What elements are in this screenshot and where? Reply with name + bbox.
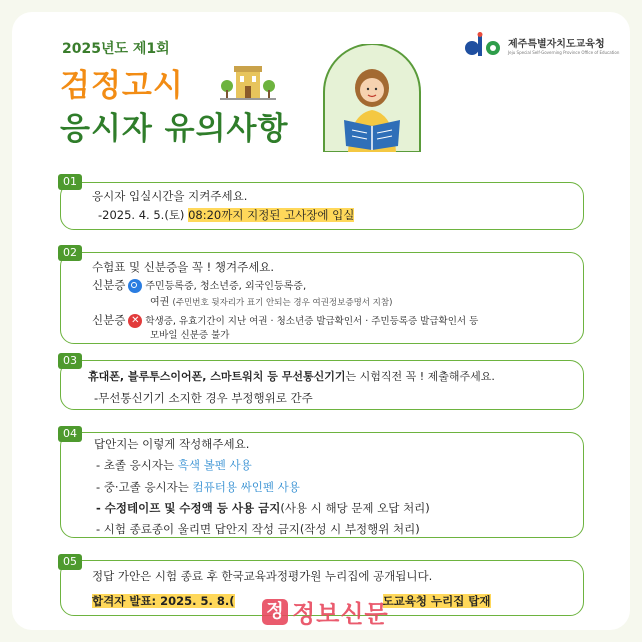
title-exam: 검정고시 <box>60 68 184 104</box>
invalid-id-row <box>92 312 478 328</box>
rule-3-text: (사용 시 해당 문제 오답 처리) <box>280 501 430 515</box>
logo-mark-icon <box>464 32 502 58</box>
entry-time-highlight: 08:20까지 지정된 고사장에 입실 <box>188 208 355 222</box>
section-03-title <box>88 368 495 384</box>
rule-2-text: - 중·고졸 응시자는 <box>96 480 193 494</box>
wireless-devices: 휴대폰, 블루투스이어폰, 스마트워치 등 무선통신기기 <box>88 370 346 383</box>
section-03-detail: -무선통신기기 소지한 경우 부정행위로 간주 <box>94 391 313 405</box>
valid-id-row <box>92 277 306 293</box>
education-office-logo <box>464 32 619 58</box>
exam-round: 2025년도 제1회 <box>62 41 170 57</box>
rule-2-emphasis: 컴퓨터용 싸인펜 사용 <box>192 480 300 494</box>
rule-3-emphasis: - 수정테이프 및 수정액 등 사용 금지 <box>96 501 281 515</box>
section-03-badge: 03 <box>58 353 82 369</box>
entry-date: -2025. 4. 5.(토) <box>98 208 189 222</box>
result-site: 도교육청 누리집 탑재 <box>382 594 491 608</box>
rule-1-text: - 초졸 응시자는 <box>96 458 178 472</box>
valid-id-row-2 <box>150 293 392 308</box>
logo-english: Jeju Special Self-Governing Province Office of Education <box>508 50 620 55</box>
invalid-id-list: 학생증, 유효기간이 지난 여권 · 청소년증 발급확인서 · 주민등록증 발급확인서 등 <box>145 316 479 327</box>
title-notice: 응시자 유의사항 <box>60 111 289 147</box>
answer-rule-2 <box>96 479 300 495</box>
rule-1-emphasis: 흑색 볼펜 사용 <box>177 458 252 472</box>
section-04-badge: 04 <box>58 426 82 442</box>
watermark-mark: 정 <box>262 599 288 625</box>
student-reading-illustration <box>322 44 422 152</box>
submit-instruction: 는 시험직전 꼭 ! 제출해주세요. <box>345 370 495 383</box>
section-01-title: 응시자 입실시간을 지켜주세요. <box>92 189 248 203</box>
passport-note: (주민번호 뒷자리가 표기 안되는 경우 여권정보증명서 지참) <box>172 298 393 308</box>
answer-rule-1 <box>96 457 252 473</box>
logo-name: 제주특별자치도교육청 <box>508 39 605 50</box>
valid-id-passport: 여권 <box>150 297 170 308</box>
section-05-title: 정답 가안은 시험 종료 후 한국교육과정평가원 누리집에 공개됩니다. <box>92 569 433 583</box>
watermark-text: 정보신문 <box>292 600 389 628</box>
section-05-badge: 05 <box>58 554 82 570</box>
newspaper-watermark <box>262 594 389 629</box>
section-04-title: 답안지는 이렇게 작성해주세요. <box>94 437 250 451</box>
section-01-detail <box>98 207 354 223</box>
id-label-valid: 신분증 <box>92 278 126 292</box>
valid-check-icon <box>128 279 142 293</box>
section-02-badge: 02 <box>58 245 82 261</box>
invalid-id-row-2: 모바일 신분증 불가 <box>150 330 230 341</box>
answer-rule-4: - 시험 종료종이 울리면 답안지 작성 금지(작성 시 부정행위 처리) <box>96 522 420 536</box>
id-label-invalid: 신분증 <box>92 313 126 327</box>
valid-id-list: 주민등록증, 청소년증, 외국인등록증, <box>145 281 307 292</box>
school-icon <box>220 62 276 102</box>
section-01-badge: 01 <box>58 174 82 190</box>
invalid-x-icon: ✕ <box>128 314 142 328</box>
result-date: 합격자 발표: 2025. 5. 8.( <box>92 594 235 608</box>
answer-rule-3 <box>96 500 430 516</box>
section-02-title: 수험표 및 신분증을 꼭 ! 챙겨주세요. <box>92 260 275 274</box>
